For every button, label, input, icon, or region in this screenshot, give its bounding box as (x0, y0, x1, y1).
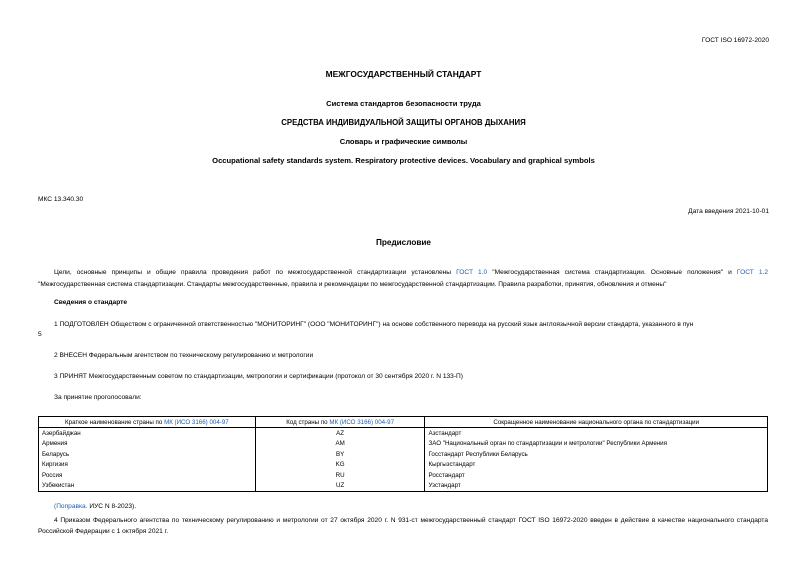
code-cell: UZ (255, 480, 425, 491)
foreword-text-3: "Межгосударственная система стандартизации. Стандарты межгосударственные, правила и рекомендации по межгосударственной стандартизации. Правила разработки, принятия, обновления и отмены" (38, 280, 667, 288)
item-4: 4 Приказом Федерального агентства по техническому регулированию и метрологии от 27 октября 2020 г. N 931-ст межгосударственный стандарт ГОСТ ISO 16972-2020 введен в действие в качестве национального стандарта Российской Федерации с 1 октября 2021 г. (38, 517, 768, 535)
foreword-paragraph (38, 267, 768, 290)
voted-label: За принятие проголосовали: (54, 394, 142, 401)
foreword-heading: Предисловие (376, 238, 431, 247)
foreword-text-2: "Межгосударственная система стандартизации. Основные положения" и (487, 269, 737, 276)
header-national-body: Сокращенное наименование национального органа по стандартизации (425, 417, 768, 428)
table-row (39, 439, 768, 449)
amendment-link[interactable]: (Поправка. (54, 503, 88, 510)
mks-code: МКС 13.340.30 (38, 196, 84, 203)
body-cell: Росстандарт (425, 470, 768, 480)
item-1-continuation: 5 (38, 331, 42, 338)
item-1: 1 ПОДГОТОВЛЕН Обществом с ограниченной ответственностью "МОНИТОРИНГ" (ООО "МОНИТОРИНГ") на основе собственного перевода на русский язык англоязычной версии стандарта, указанного в пун (54, 321, 694, 328)
main-title: СРЕДСТВА ИНДИВИДУАЛЬНОЙ ЗАЩИТЫ ОРГАНОВ ДЫХАНИЯ (281, 118, 526, 127)
table-header-row (39, 417, 768, 428)
document-code: ГОСТ ISO 16972-2020 (701, 37, 769, 44)
body-cell: Кыргызстандарт (425, 460, 768, 470)
code-cell: AZ (255, 428, 425, 439)
table-row (39, 428, 768, 439)
subtitle: Словарь и графические символы (339, 137, 468, 146)
info-heading: Сведения о стандарте (54, 299, 128, 306)
code-cell: KG (255, 460, 425, 470)
mk-iso-link[interactable]: МК (ИСО 3166) 004-97 (329, 418, 395, 426)
country-cell: Узбекистан (39, 480, 256, 491)
country-cell: Киргизия (39, 460, 256, 470)
header-country-name: Краткое наименование страны по МК (ИСО 3166) 004-97 (39, 417, 256, 428)
item-2: 2 ВНЕСЕН Федеральным агентством по техническому регулированию и метрологии (54, 352, 314, 359)
amendment-note (54, 503, 136, 511)
table-row (39, 449, 768, 459)
code-cell: RU (255, 470, 425, 480)
item-3: 3 ПРИНЯТ Межгосударственным советом по стандартизации, метрологии и сертификации (протокол от 30 сентября 2020 г. N 133-П) (54, 373, 463, 380)
table-row (39, 460, 768, 470)
body-cell: Узстандарт (425, 480, 768, 491)
country-cell: Россия (39, 470, 256, 480)
country-cell: Беларусь (39, 449, 256, 459)
header-country-code: Код страны по МК (ИСО 3166) 004-97 (255, 417, 425, 428)
table-row (39, 480, 768, 491)
standard-type: МЕЖГОСУДАРСТВЕННЫЙ СТАНДАРТ (325, 69, 482, 79)
body-cell: Госстандарт Республики Беларусь (425, 449, 768, 459)
country-cell: Азербайджан (39, 428, 256, 439)
amendment-text: ИУС N 8-2023). (87, 503, 137, 510)
english-title: Occupational safety standards system. Respiratory protective devices. Vocabulary and graphical symbols (212, 156, 595, 165)
mk-iso-link[interactable]: МК (ИСО 3166) 004-97 (164, 418, 229, 426)
system-title: Система стандартов безопасности труда (326, 99, 481, 108)
intro-date: Дата введения 2021-10-01 (688, 208, 769, 215)
gost-1-0-link[interactable]: ГОСТ 1.0 (456, 269, 488, 276)
foreword-text-1: Цели, основные принципы и общие правила проведения работ по межгосударственной стандартизации установлены (54, 269, 457, 276)
code-cell: BY (255, 449, 425, 459)
body-cell: Азстандарт (425, 428, 768, 439)
code-cell: AM (255, 439, 425, 449)
body-cell: ЗАО "Национальный орган по стандартизации и метрологии" Республики Армения (425, 439, 768, 449)
countries-table (38, 416, 768, 492)
table-row (39, 470, 768, 480)
gost-1-2-link[interactable]: ГОСТ 1.2 (736, 269, 768, 276)
country-cell: Армения (39, 439, 256, 449)
